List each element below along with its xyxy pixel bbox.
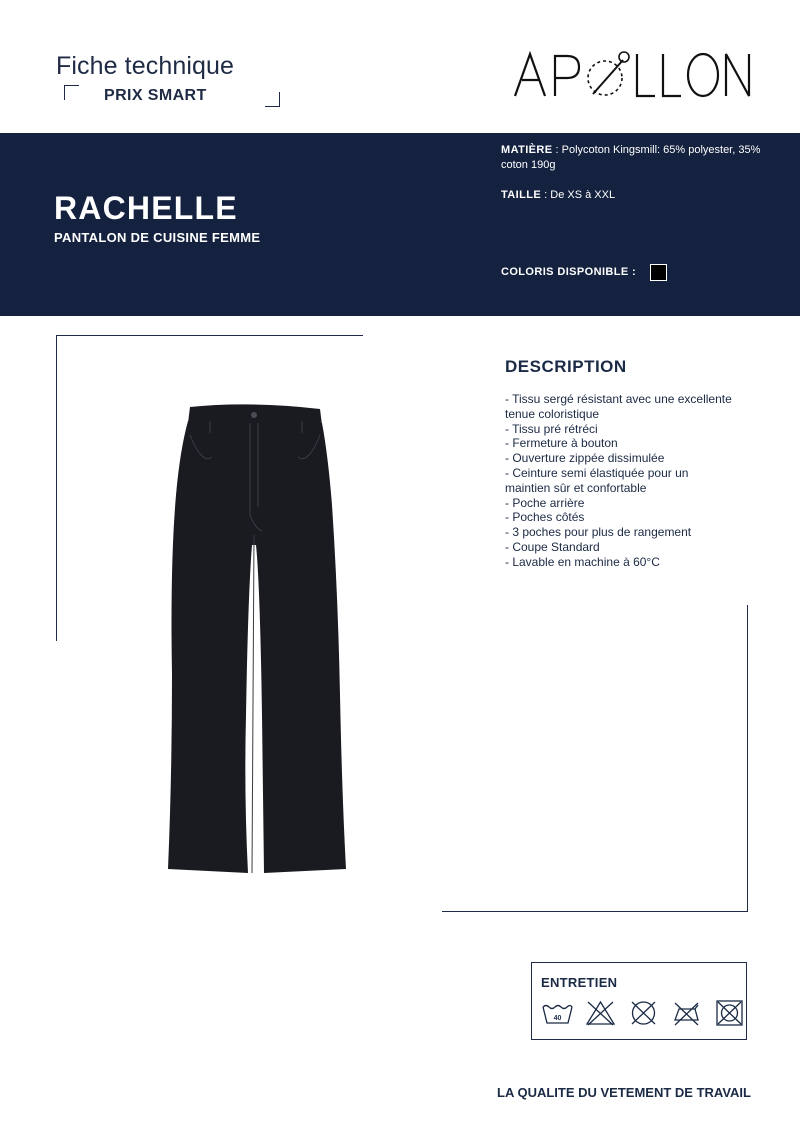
corner-mark-top-left [64,85,79,100]
list-item: - Tissu sergé résistant avec une excellente tenue coloristique [505,392,732,421]
wash-temperature: 40 [553,1015,562,1022]
spec-material-label: MATIÈRE [501,144,553,156]
spec-colors-label: COLORIS DISPONIBLE : [501,266,637,278]
spec-size-value: : De XS à XXL [541,189,616,201]
description-heading: DESCRIPTION [505,357,627,376]
list-item: - Ouverture zippée dissimulée [505,451,665,466]
spec-size [501,188,771,203]
frame-line [442,911,748,912]
no-tumble-dry-icon [626,999,661,1027]
wash-40-icon [540,999,575,1027]
trousers-image [150,395,380,885]
no-dry-clean-icon [712,999,747,1027]
description-list [505,392,735,570]
frame-line [56,335,363,336]
doc-subtitle: PRIX SMART [104,87,207,104]
care-icons [540,999,747,1027]
list-item: - Poches côtés [505,510,585,525]
apollon-logo [513,48,753,100]
list-item: - Fermeture à bouton [505,436,618,451]
frame-line [747,605,748,912]
doc-title: Fiche technique [56,52,235,80]
spec-colors [501,264,771,281]
no-iron-icon [669,999,704,1027]
list-item: - Tissu pré rétréci [505,421,598,436]
care-box [531,962,747,1040]
product-type: PANTALON DE CUISINE FEMME [54,230,261,245]
spec-material-value: : Polycoton Kingsmill: 65% polyester, 35% coton 190g [501,144,761,171]
spec-material [501,143,771,173]
product-name: RACHELLE [54,190,238,226]
spec-size-label: TAILLE [501,189,542,201]
no-bleach-icon [583,999,618,1027]
care-heading: ENTRETIEN [541,975,618,990]
color-swatch-black [650,264,667,281]
list-item: - Ceinture semi élastiquée pour un maintien sûr et confortable [505,465,689,495]
corner-mark-bottom-right [265,92,280,107]
frame-line [56,335,57,641]
list-item: - Coupe Standard [505,539,600,554]
list-item: - Lavable en machine à 60°C [505,554,660,569]
list-item: - Poche arrière [505,495,585,510]
list-item: - 3 poches pour plus de rangement [505,525,692,540]
footer-tagline: LA QUALITE DU VETEMENT DE TRAVAIL [497,1085,751,1100]
